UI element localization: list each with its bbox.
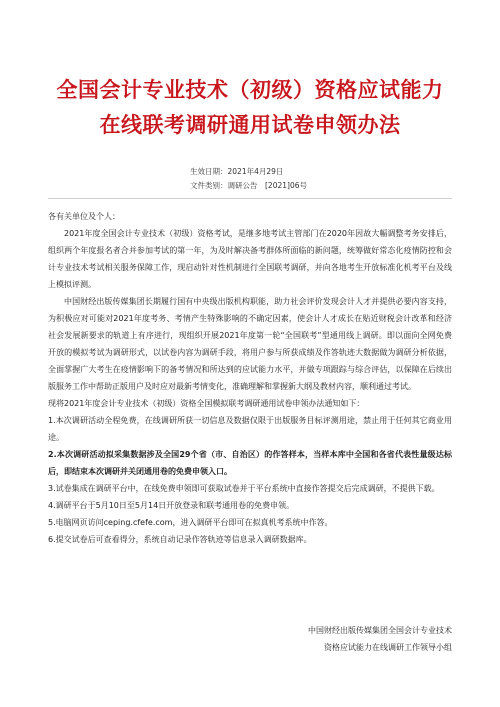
effective-date: 生效日期：2021年4月29日 xyxy=(190,167,284,176)
document-body xyxy=(48,208,452,548)
document-category: 文件类别：调研公告 [2021]06号 xyxy=(190,181,307,190)
document-title-line-1: 全国会计专业技术（初级）资格应试能力 xyxy=(56,78,444,102)
list-item-6: 6.提交试卷后可查看得分，系统自动记录作答轨迹等信息录入调研数据库。 xyxy=(48,535,312,544)
paragraph-1: 2021年度全国会计专业技术（初级）资格考试，是继多地考试主管部门在2020年因故大幅调整考务安排后，组织两个年度报名者合并参加考试的第一年，为及时解决备考群体所面临的新问题，统筹做好常态化疫情防控和会计专业技术考试相关服务保障工作，现启动针对性机制进行全国联考调研，并向各地考生开放标准化机考平台及线上模拟评测。 xyxy=(48,229,452,289)
signature-line-1: 中国财经出版传媒集团全国会计专业技术 xyxy=(308,626,452,635)
paragraph-2: 中国财经出版传媒集团长期履行国有中央级出版机构职能，助力社会评价发现会计人才并提供必要内容支持，为积极应对可能对2021年度考务、考情产生特殊影响的不确定因素，使会计人才成长在贴近财税会计改革和经济社会发展新要求的轨道上有序进行，现组织开展2021年度第一轮“全国联考”型通用线上调研。即以面向全网免费开放的模拟考试为调研形式，以试卷内容为调研手段，将用户参与所获成绩及作答轨迹大数据做为调研分析依据，全面掌握广大考生在疫情影响下的备考情况和所达到的应试能力水平，并做专项跟踪与综合评估，以保障在后续出版服务工作中帮助正版用户及时应对最新考情变化，准确理解和掌握新大纲及教材内容，顺利通过考试。 xyxy=(48,297,452,391)
list-item-5: 5.电脑网页访问ceping.cfefe.com，进入调研平台即可在拟真机考系统中作答。 xyxy=(48,518,333,527)
paragraph-3: 现将2021年度会计专业技术（初级）资格全国模拟联考调研通用试卷申领办法通知如下： xyxy=(48,399,365,408)
salutation: 各有关单位及个人： xyxy=(48,212,120,221)
list-item-3: 3.试卷集成在调研平台中，在线免费申领即可获取试卷并于平台系统中直接作答提交后完成调研，不提供下载。 xyxy=(48,484,440,493)
signature-line-2: 资格应试能力在线调研工作领导小组 xyxy=(324,643,452,652)
list-item-1: 1.本次调研活动全程免费，在线调研所获一切信息及数据仅限于出版服务目标评测用途，禁止用于任何其它商业用途。 xyxy=(48,416,452,442)
list-item-4: 4.调研平台于5月10日至5月14日开放登录和联考通用卷的免费申领。 xyxy=(48,501,295,510)
list-item-2: 2.本次调研活动拟采集数据涉及全国29个省（市、自治区）的作答样本，当样本库中全国和各省代表性量级达标后，即结束本次调研并关闭通用卷的免费申领入口。 xyxy=(48,450,452,476)
divider-line xyxy=(48,198,452,199)
document-title-line-2: 在线联考调研通用试卷申领办法 xyxy=(99,113,401,137)
